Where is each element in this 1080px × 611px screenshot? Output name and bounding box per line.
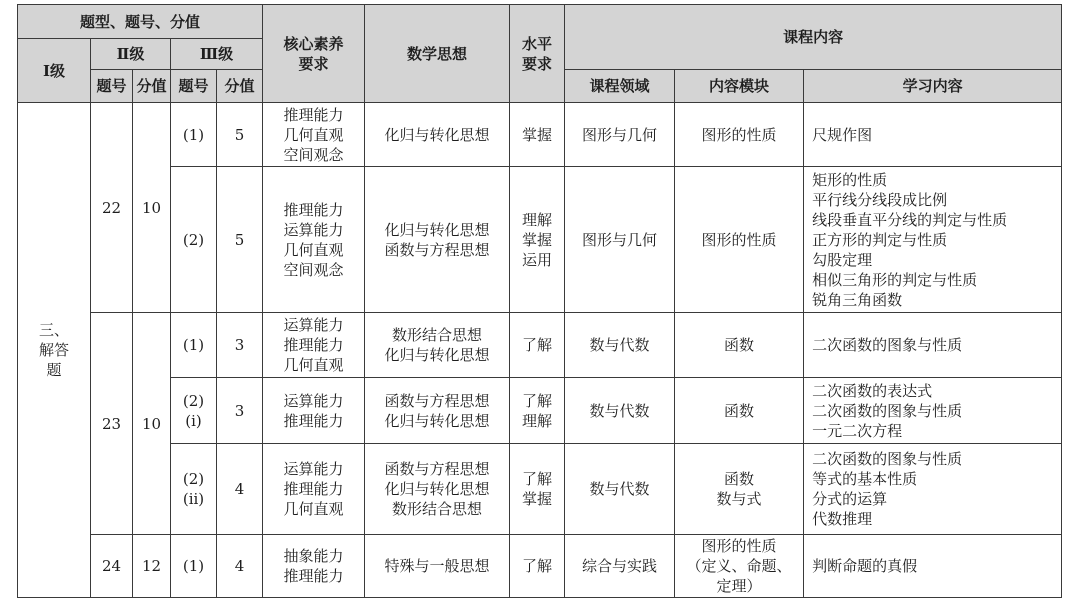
core-literacy-cell xyxy=(263,103,365,167)
core-literacy-line: 推理能力 xyxy=(283,105,344,124)
learning-content-line: 勾股定理 xyxy=(812,250,873,269)
core-literacy-line: 几何直观 xyxy=(283,356,344,374)
content-module-line: 函数 xyxy=(724,470,755,488)
core-literacy-line: 推理能力 xyxy=(283,200,344,219)
learning-content-line: 等式的基本性质 xyxy=(812,470,918,488)
learning-content-cell xyxy=(804,167,1062,313)
question-score: 10 xyxy=(133,103,171,313)
math-thinking-cell xyxy=(365,167,510,313)
math-thinking-line: 化归与转化思想 xyxy=(384,220,490,239)
math-thinking-line: 特殊与一般思想 xyxy=(384,557,490,575)
content-module-line: 函数 xyxy=(724,401,755,420)
content-module-cell xyxy=(675,444,804,535)
header-learning: 学习内容 xyxy=(804,70,1062,103)
learning-content-line: 二次函数的图象与性质 xyxy=(812,450,963,468)
header-level2-q-no: 题号 xyxy=(91,70,133,103)
header-level2-score: 分值 xyxy=(133,70,171,103)
math-thinking-cell xyxy=(365,444,510,535)
table-row xyxy=(18,167,1062,313)
math-thinking-cell xyxy=(365,378,510,444)
level-requirement-line: 掌握 xyxy=(522,230,553,249)
core-literacy-cell xyxy=(263,378,365,444)
learning-content-cell xyxy=(804,313,1062,378)
sub-question-line: (2) xyxy=(182,470,205,488)
core-literacy-cell xyxy=(263,167,365,313)
sub-question-line: (1) xyxy=(182,336,205,354)
question-score: 10 xyxy=(133,313,171,535)
learning-content-line: 二次函数的图象与性质 xyxy=(812,401,963,420)
math-thinking-line: 函数与方程思想 xyxy=(384,240,490,259)
level-requirement-line: 掌握 xyxy=(522,490,553,508)
learning-content-cell xyxy=(804,378,1062,444)
content-module-line: 数与式 xyxy=(716,490,762,508)
core-literacy-line: 运算能力 xyxy=(283,460,344,478)
sub-question-number xyxy=(171,103,217,167)
content-module-cell xyxy=(675,313,804,378)
header-math-thinking: 数学思想 xyxy=(365,5,510,103)
core-literacy-line: 运算能力 xyxy=(283,220,344,239)
sub-question-score: 5 xyxy=(217,103,263,167)
learning-content-cell xyxy=(804,444,1062,535)
sub-question-line: (2) xyxy=(182,391,205,410)
sub-question-line: (i) xyxy=(185,411,202,430)
content-module-cell xyxy=(675,103,804,167)
level-requirement-line: 运用 xyxy=(522,250,553,269)
table-row xyxy=(18,378,1062,444)
learning-content-line: 平行线分线段成比例 xyxy=(812,190,948,209)
level-requirement-line: 理解 xyxy=(522,210,553,229)
math-thinking-line: 化归与转化思想 xyxy=(384,346,490,364)
header-level-requirement-line: 要求 xyxy=(522,54,553,73)
content-module-line: 图形的性质 xyxy=(701,125,777,144)
core-literacy-line: 空间观念 xyxy=(283,260,344,279)
content-module-line: 图形的性质 xyxy=(701,537,777,555)
course-domain-cell: 数与代数 xyxy=(565,378,675,444)
math-thinking-line: 化归与转化思想 xyxy=(384,480,490,498)
math-thinking-line: 数形结合思想 xyxy=(392,326,483,344)
table-row xyxy=(18,103,1062,167)
level-requirement-line: 理解 xyxy=(522,411,553,430)
level-requirement-line: 了解 xyxy=(522,470,553,488)
learning-content-line: 相似三角形的判定与性质 xyxy=(812,270,978,289)
core-literacy-line: 抽象能力 xyxy=(283,547,344,565)
level-requirement-cell xyxy=(510,103,565,167)
content-module-line: 函数 xyxy=(724,336,755,354)
header-level3-score: 分值 xyxy=(217,70,263,103)
math-thinking-line: 函数与方程思想 xyxy=(384,391,490,410)
learning-content-line: 二次函数的图象与性质 xyxy=(812,336,963,354)
math-thinking-line: 化归与转化思想 xyxy=(384,125,490,144)
header-course-content: 课程内容 xyxy=(565,5,1062,70)
core-literacy-line: 空间观念 xyxy=(283,145,344,164)
course-domain-cell: 综合与实践 xyxy=(565,535,675,598)
content-module-cell xyxy=(675,378,804,444)
header-core-literacy-line: 核心素养 xyxy=(283,34,344,53)
header-core-literacy xyxy=(263,5,365,103)
math-thinking-cell xyxy=(365,103,510,167)
core-literacy-line: 运算能力 xyxy=(283,316,344,334)
core-literacy-line: 几何直观 xyxy=(283,240,344,259)
core-literacy-cell xyxy=(263,535,365,598)
sub-question-number xyxy=(171,535,217,598)
table-row xyxy=(18,444,1062,535)
table-row xyxy=(18,535,1062,598)
sub-question-number xyxy=(171,444,217,535)
math-thinking-cell xyxy=(365,535,510,598)
sub-question-score: 3 xyxy=(217,378,263,444)
level-requirement-line: 了解 xyxy=(522,336,553,354)
header-level-requirement xyxy=(510,5,565,103)
header-module: 内容模块 xyxy=(675,70,804,103)
table-row xyxy=(18,313,1062,378)
sub-question-score: 4 xyxy=(217,444,263,535)
learning-content-line: 锐角三角函数 xyxy=(812,290,903,309)
header-domain: 课程领域 xyxy=(565,70,675,103)
level-requirement-line: 掌握 xyxy=(522,125,553,144)
math-thinking-line: 函数与方程思想 xyxy=(384,460,490,478)
level-requirement-line: 了解 xyxy=(522,391,553,410)
learning-content-line: 矩形的性质 xyxy=(812,170,888,189)
core-literacy-line: 几何直观 xyxy=(283,500,344,518)
level-requirement-cell xyxy=(510,535,565,598)
learning-content-cell xyxy=(804,103,1062,167)
core-literacy-line: 运算能力 xyxy=(283,391,344,410)
content-module-line: 图形的性质 xyxy=(701,230,777,249)
sub-question-number xyxy=(171,378,217,444)
sub-question-line: (ii) xyxy=(182,490,205,508)
core-literacy-line: 推理能力 xyxy=(283,567,344,585)
core-literacy-line: 几何直观 xyxy=(283,125,344,144)
sub-question-line: (1) xyxy=(182,557,205,575)
sub-question-number xyxy=(171,167,217,313)
section-label xyxy=(18,103,91,598)
learning-content-line: 尺规作图 xyxy=(812,125,873,144)
question-number: 23 xyxy=(91,313,133,535)
level-requirement-cell xyxy=(510,444,565,535)
header-type-number-score: 题型、题号、分值 xyxy=(18,5,263,39)
course-domain-cell: 图形与几何 xyxy=(565,167,675,313)
question-score: 12 xyxy=(133,535,171,598)
learning-content-line: 判断命题的真假 xyxy=(812,557,918,575)
core-literacy-line: 推理能力 xyxy=(283,411,344,430)
sub-question-score: 5 xyxy=(217,167,263,313)
section-label-text: 三、解答题 xyxy=(38,321,69,379)
curriculum-analysis-table xyxy=(17,4,1062,598)
course-domain-cell: 数与代数 xyxy=(565,444,675,535)
header-level-requirement-line: 水平 xyxy=(522,34,553,53)
level-requirement-cell xyxy=(510,313,565,378)
sub-question-line: (1) xyxy=(182,125,205,144)
header-level2: Ⅱ级 xyxy=(91,39,171,70)
course-domain-cell: 数与代数 xyxy=(565,313,675,378)
sub-question-line: (2) xyxy=(182,230,205,249)
math-thinking-cell xyxy=(365,313,510,378)
content-module-line: （定义、命题、 xyxy=(686,557,792,575)
content-module-line: 定理） xyxy=(716,577,762,595)
learning-content-line: 正方形的判定与性质 xyxy=(812,230,948,249)
content-module-cell xyxy=(675,167,804,313)
course-domain-cell: 图形与几何 xyxy=(565,103,675,167)
sub-question-score: 4 xyxy=(217,535,263,598)
question-number: 22 xyxy=(91,103,133,313)
math-thinking-line: 化归与转化思想 xyxy=(384,411,490,430)
core-literacy-line: 推理能力 xyxy=(283,336,344,354)
math-thinking-line: 数形结合思想 xyxy=(392,500,483,518)
learning-content-line: 二次函数的表达式 xyxy=(812,381,933,400)
level-requirement-cell xyxy=(510,167,565,313)
sub-question-score: 3 xyxy=(217,313,263,378)
core-literacy-line: 推理能力 xyxy=(283,480,344,498)
learning-content-cell xyxy=(804,535,1062,598)
header-level3: Ⅲ级 xyxy=(171,39,263,70)
level-requirement-cell xyxy=(510,378,565,444)
core-literacy-cell xyxy=(263,313,365,378)
header-level3-q-no: 题号 xyxy=(171,70,217,103)
question-number: 24 xyxy=(91,535,133,598)
learning-content-line: 分式的运算 xyxy=(812,490,888,508)
header-level1: Ⅰ级 xyxy=(18,39,91,103)
learning-content-line: 代数推理 xyxy=(812,510,873,528)
sub-question-number xyxy=(171,313,217,378)
header-core-literacy-line: 要求 xyxy=(298,54,329,73)
learning-content-line: 线段垂直平分线的判定与性质 xyxy=(812,210,1008,229)
core-literacy-cell xyxy=(263,444,365,535)
level-requirement-line: 了解 xyxy=(522,557,553,575)
content-module-cell xyxy=(675,535,804,598)
learning-content-line: 一元二次方程 xyxy=(812,421,903,440)
